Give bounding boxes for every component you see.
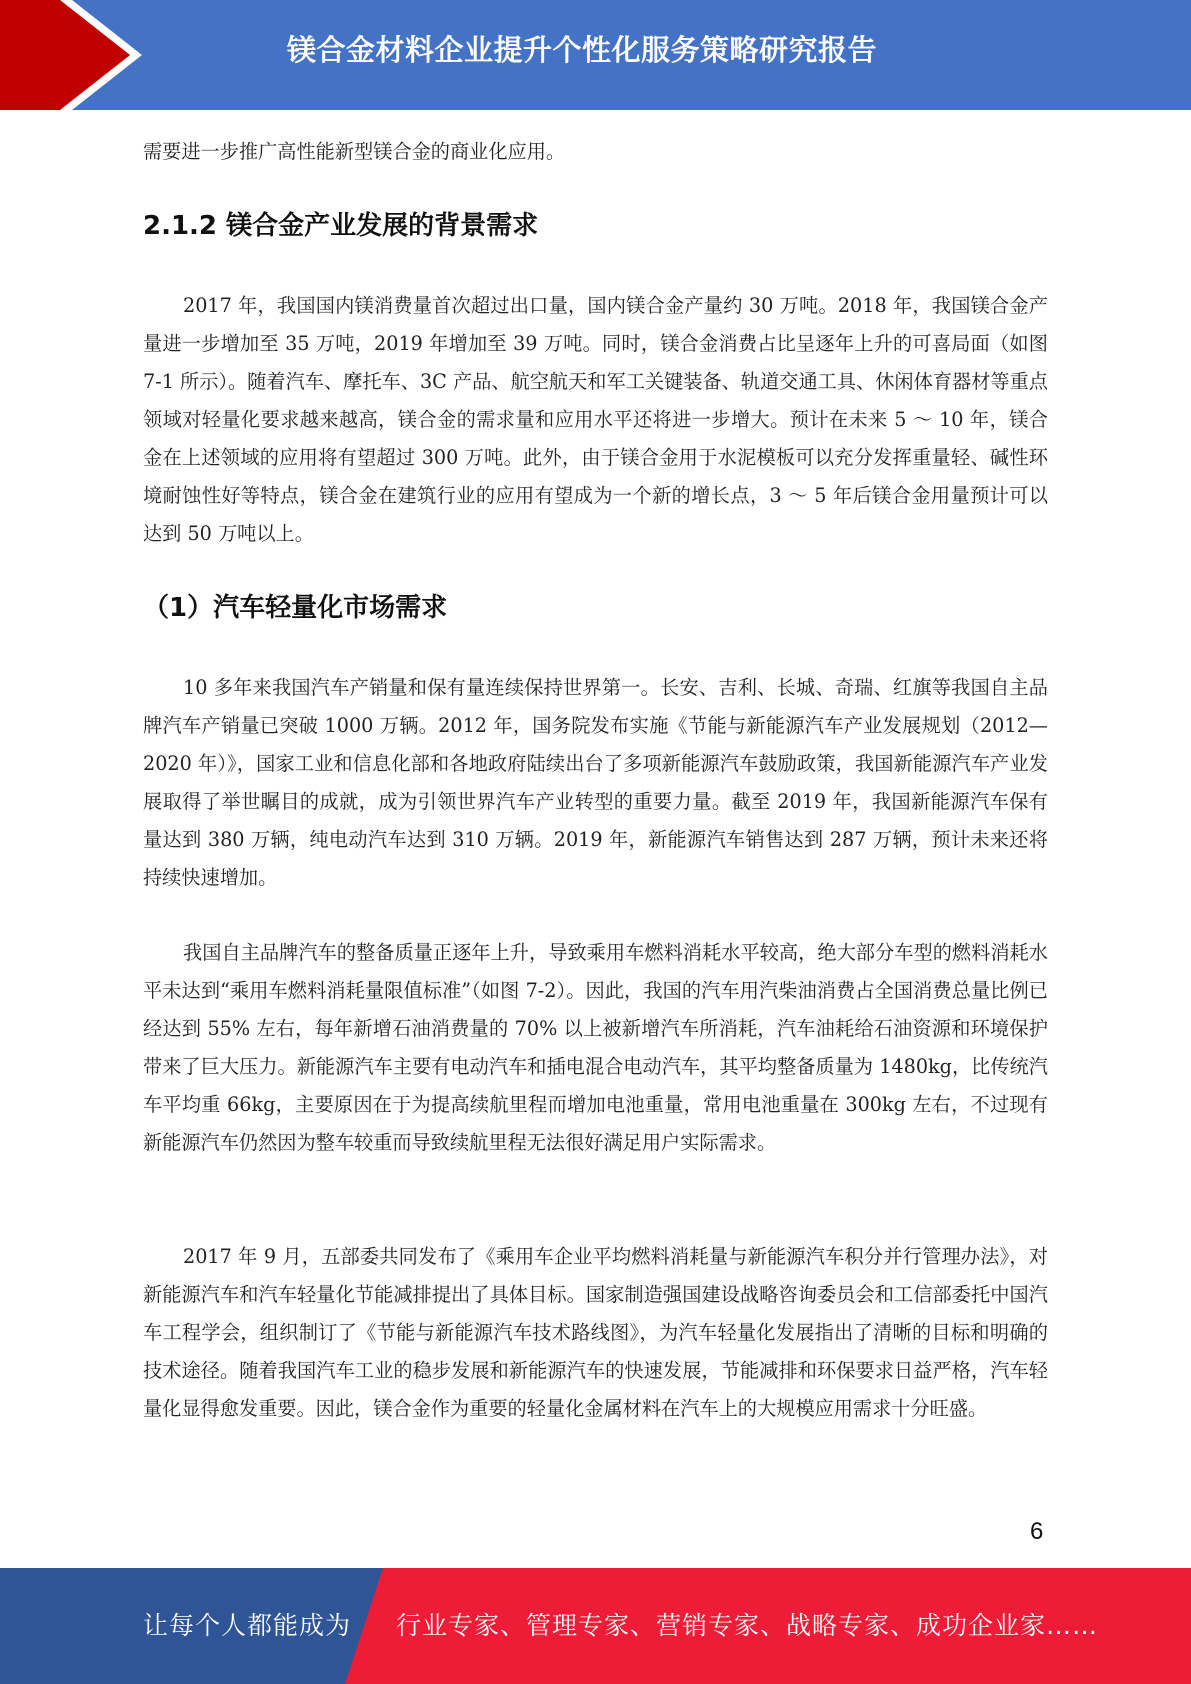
section-heading: 2.1.2 镁合金产业发展的背景需求 bbox=[143, 211, 539, 241]
subsection-heading: （1）汽车轻量化市场需求 bbox=[143, 593, 448, 623]
report-title: 镁合金材料企业提升个性化服务策略研究报告 bbox=[287, 33, 878, 67]
footer-slogan-right: 行业专家、管理专家、营销专家、战略专家、成功企业家…… bbox=[396, 1611, 1099, 1640]
body-paragraph: 我国自主品牌汽车的整备质量正逐年上升，导致乘用车燃料消耗水平较高，绝大部分车型的燃料消耗水平未达到“乘用车燃料消耗量限值标准”（如图 7-2）。因此，我国的汽车用汽柴油消费占全国消费总量比例已经达到 55% 左右，每年新增石油消费量的 70% 以上被新增汽车所消耗，汽车油耗给石油资源和环境保护带来了巨大压力。新能源汽车主要有电动汽车和插电混合电动汽车，其平均整备质量为 1480kg，比传统汽车平均重 66kg，主要原因在于为提高续航里程而增加电池重量，常用电池重量在 300kg 左右，不过现有新能源汽车仍然因为整车较重而导致续航里程无法很好满足用户实际需求。 bbox=[143, 941, 1048, 1154]
header-arrow-icon bbox=[0, 0, 160, 110]
body-paragraph: 10 多年来我国汽车产销量和保有量连续保持世界第一。长安、吉利、长城、奇瑞、红旗等我国自主品牌汽车产销量已突破 1000 万辆。2012 年，国务院发布实施《节能与新能源汽车产业发展规划（2012—2020 年）》，国家工业和信息化部和各地政府陆续出台了多项新能源汽车鼓励政策，我国新能源汽车产业发展取得了举世瞩目的成就，成为引领世界汽车产业转型的重要力量。截至 2019 年，我国新能源汽车保有量达到 380 万辆，纯电动汽车达到 310 万辆。2019 年，新能源汽车销售达到 287 万辆，预计未来还将持续快速增加。 bbox=[143, 676, 1048, 889]
body-paragraph: 2017 年 9 月，五部委共同发布了《乘用车企业平均燃料消耗量与新能源汽车积分并行管理办法》，对新能源汽车和汽车轻量化节能减排提出了具体目标。国家制造强国建设战略咨询委员会和工信部委托中国汽车工程学会，组织制订了《节能与新能源汽车技术路线图》，为汽车轻量化发展指出了清晰的目标和明确的技术途径。随着我国汽车工业的稳步发展和新能源汽车的快速发展，节能减排和环保要求日益严格，汽车轻量化显得愈发重要。因此，镁合金作为重要的轻量化金属材料在汽车上的大规模应用需求十分旺盛。 bbox=[143, 1245, 1048, 1420]
section-paragraph: 2017 年，我国国内镁消费量首次超过出口量，国内镁合金产量约 30 万吨。2018 年，我国镁合金产量进一步增加至 35 万吨，2019 年增加至 39 万吨。同时，镁合金消费占比呈逐年上升的可喜局面（如图 7-1 所示）。随着汽车、摩托车、3C 产品、航空航天和军工关键装备、轨道交通工具、休闲体育器材等重点领域对轻量化要求越来越高，镁合金的需求量和应用水平还将进一步增大。预计在未来 5 ～ 10 年，镁合金在上述领域的应用将有望超过 300 万吨。此外，由于镁合金用于水泥模板可以充分发挥重量轻、碱性环境耐蚀性好等特点，镁合金在建筑行业的应用有望成为一个新的增长点，3 ～ 5 年后镁合金用量预计可以达到 50 万吨以上。 bbox=[143, 294, 1048, 545]
footer-slogan-left: 让每个人都能成为 bbox=[143, 1611, 352, 1640]
page-number: 6 bbox=[1030, 1518, 1044, 1545]
page-header bbox=[0, 0, 1191, 110]
intro-paragraph-tail: 需要进一步推广高性能新型镁合金的商业化应用。 bbox=[143, 140, 566, 163]
page-footer bbox=[0, 1568, 1191, 1684]
